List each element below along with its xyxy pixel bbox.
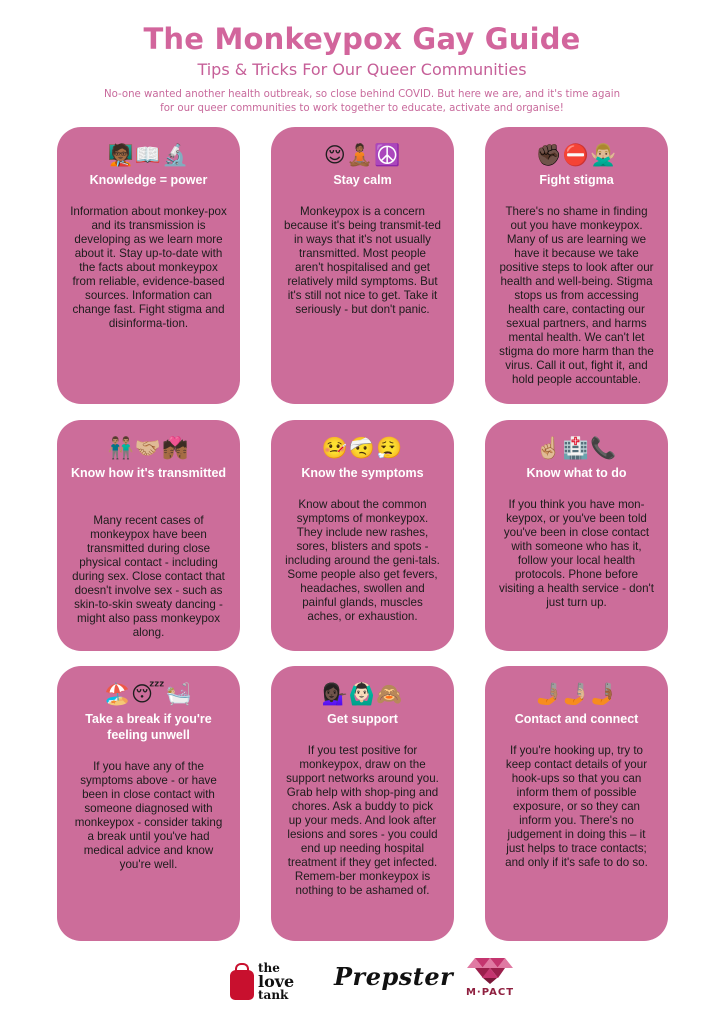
card-title: Knowledge = power <box>89 173 208 187</box>
card-title: Know how it's transmitted <box>70 466 227 480</box>
intro-text <box>100 88 624 116</box>
card-body: Monkeypox is a concern because it's being transmit-ted in ways that it's not usually transmitted. Most people aren't hospitalised and get relatively mild symptoms. But it's still not nice to get. Take it seriously - but don't panic. <box>284 205 441 316</box>
card-get-support <box>271 666 454 941</box>
stigma-emoji-icons: ✊🏿⛔🙅🏼‍♂️ <box>535 143 618 167</box>
card-body: If you're hooking up, try to keep contact details of your hook-ups so that you can inform them of possible exposure, or so they can inform you. There's no judgement in doing this – it just helps to trace contacts; and only if it's safe to do so. <box>505 744 648 869</box>
break-emoji-icons: 🏖️😴🛀🏼 <box>104 682 193 706</box>
page-subtitle: Tips & Tricks For Our Queer Communities <box>197 60 527 79</box>
card-title: Stay calm <box>333 173 392 187</box>
calm-emoji-icons: 😌🧘🏾☮️ <box>323 143 402 167</box>
card-body: If you test positive for monkeypox, draw on the support networks around you. Grab help with shop-ping and chores. Ask a buddy to pick up your meds. And look after lesions and sores - you could end up needing hospital treatment if they get infected. Remem-ber monkeypox is nothing to be ashamed of. <box>286 744 439 897</box>
card-title: Know the symptoms <box>301 466 424 480</box>
symptoms-emoji-icons: 🤒🤕😮‍💨 <box>321 436 404 460</box>
card-fight-stigma <box>485 127 668 404</box>
card-transmission <box>57 420 240 651</box>
card-body: If you think you have mon-keypox, or you've been told you've been in close contact with someone who has it, follow your local health protocols. Phone before visiting a health service - don't just turn up. <box>499 498 654 609</box>
contact-emoji-icons: 🤳🏽🤳🏼🤳🏾 <box>535 682 618 706</box>
prepster-logo: Prepster <box>334 962 454 991</box>
card-symptoms <box>271 420 454 651</box>
card-body: Many recent cases of monkeypox have been transmitted during close physical contact - including during sex. Close contact that doesn't involve sex - such as skin-to-skin sweaty dancing - might also pass monkeypox along. <box>72 514 225 639</box>
card-title: Fight stigma <box>539 173 614 187</box>
mpact-logo <box>462 954 518 1010</box>
card-title: Contact and connect <box>514 712 639 726</box>
intro-line-2: for our queer communities to work together to educate, activate and organise! <box>160 103 564 114</box>
card-body: If you have any of the symptoms above - or have been in close contact with someone diagnosed with monkeypox - consider taking a break until you've had medical advice and know you're well. <box>74 760 223 871</box>
card-stay-calm <box>271 127 454 404</box>
knowledge-emoji-icons: 🧑🏾‍🏫📖🔬 <box>107 143 190 167</box>
card-what-to-do <box>485 420 668 651</box>
partner-logos <box>0 950 724 1016</box>
card-knowledge <box>57 127 240 404</box>
transmission-emoji-icons: 👬🏽🤝🏼💏🏾 <box>107 436 190 460</box>
card-title: Know what to do <box>526 466 627 480</box>
card-body: There's no shame in finding out you have monkeypox. Many of us are learning we have it because we take positive steps to look after our health and well-being. Stigma stops us from accessing health care, contacting our sexual partners, and harms mental health. We can't let stigma do more harm than the virus. Call it out, fight it, and hold people accountable. <box>499 205 654 386</box>
card-contact-connect <box>485 666 668 941</box>
love-tank-bag-icon <box>230 970 254 1000</box>
support-emoji-icons: 💁🏿‍♀️🙆🏻‍♂️🙈 <box>321 682 404 706</box>
love-tank-wordmark: the love tank <box>258 961 295 1002</box>
what-to-do-emoji-icons: ☝🏼🏥📞 <box>535 436 618 460</box>
card-take-break <box>57 666 240 941</box>
mpact-triangles-icon <box>467 954 513 984</box>
love-tank-logo <box>230 956 302 1006</box>
card-body: Information about monkey-pox and its transmission is developing as we learn more about it. Stay up-to-date with the facts about monkeypox from reliable, evidence-based sources. Information can change fast. Fight stigma and disinforma-tion. <box>70 205 227 330</box>
card-title: Get support <box>327 712 398 726</box>
page-title: The Monkeypox Gay Guide <box>143 22 581 56</box>
card-title: Take a break if you're feeling unwell <box>85 712 212 742</box>
card-body: Know about the common symptoms of monkeypox. They include new rashes, sores, blisters and spots - including around the geni-tals. Some people also get fevers, headaches, swollen and painful glands, muscles aches, or exhaustion. <box>285 498 440 623</box>
mpact-wordmark: M·PACT <box>465 987 515 998</box>
intro-line-1: No-one wanted another health outbreak, so close behind COVID. But here we are, and it's time again <box>103 89 621 100</box>
